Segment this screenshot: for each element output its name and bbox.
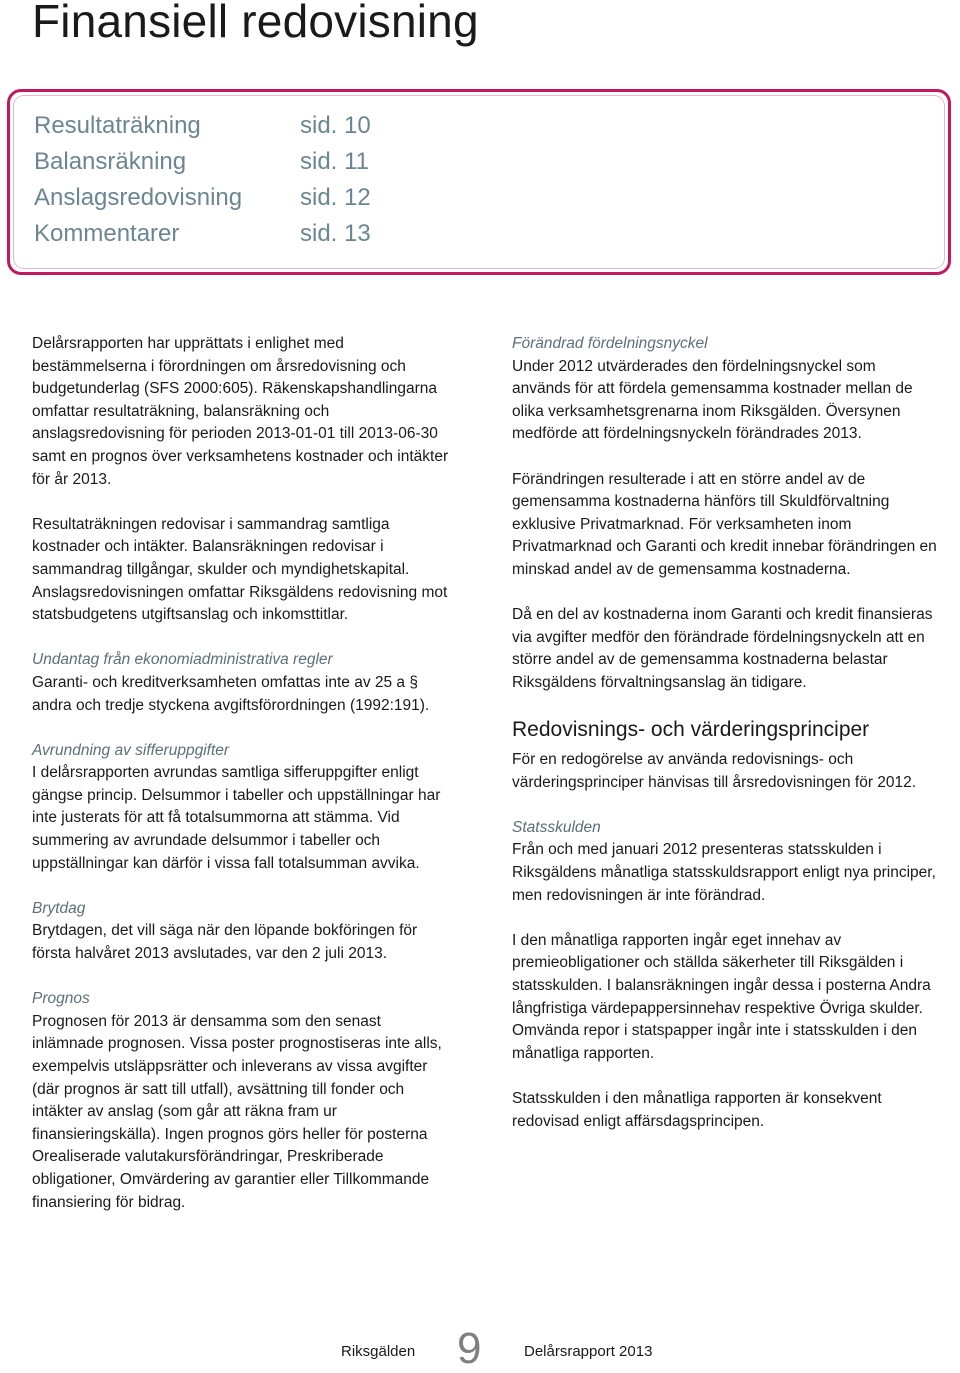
allocation-key-heading: Förändrad fördelningsnyckel xyxy=(512,335,708,352)
central-government-debt-text: Från och med januari 2012 presenteras statsskulden i Riksgäldens månatliga statsskuldsrapport enligt nya principer, men redovisningen är inte förändrad. xyxy=(512,841,936,904)
central-government-debt-heading: Statsskulden xyxy=(512,818,601,836)
footer-organisation: Riksgälden xyxy=(341,1343,416,1360)
intro-paragraph: Delårsrapporten har upprättats i enlighet med bestämmelserna i förordningen om årsredovisning och budgetunderlag (SFS 2000:605). Räkenskapshandlingarna omfattar resultaträkning, balansräkning och anslagsredovisning för perioden 2013-01-01 till 2013-06-30 samt en prognos över verksamhetens kostnader och intäkter för år 2013. xyxy=(32,335,449,488)
table-of-contents xyxy=(7,89,951,275)
page-number: 9 xyxy=(457,1324,482,1373)
guarantee-credit-paragraph: Då en del av kostnaderna inom Garanti och kredit finansieras via avgifter medför den förändrade fördelningsnyckeln att en större andel av de gemensamma kostnaderna belastar Riksgäldens förvaltningsanslag än tidigare. xyxy=(512,606,933,691)
exception-text: Garanti- och kreditverksamheten omfattas inte av 25 a § andra och tredje styckena avgiftsförordningen (1992:191). xyxy=(32,673,430,714)
rounding-text: I delårsrapporten avrundas samtliga sifferuppgifter enligt gängse princip. Delsummor i tabeller och uppställningar har inte justerats för att få totalsummorna att stämma. Vid summering av avrundade delsummor i tabeller och uppställningar kan därför i vissa fall totalsumman avvika. xyxy=(32,764,441,872)
toc-item-page: sid. 10 xyxy=(300,112,371,139)
rounding-heading: Avrundning av sifferuppgifter xyxy=(32,741,230,759)
accounting-principles-heading: Redovisnings- och värderingsprinciper xyxy=(512,718,870,742)
forecast-section xyxy=(32,988,452,1214)
toc-item-label: Anslagsredovisning xyxy=(34,184,243,211)
accounting-principles-text: För en redogörelse av använda redovisnings- och värderingsprinciper hänvisas till årsredovisningen för 2012. xyxy=(512,751,917,791)
page-footer xyxy=(0,1324,960,1373)
right-column xyxy=(512,333,937,1156)
allocation-key-text: Under 2012 utvärderades den fördelningsnyckel som används för att fördela gemensamma kostnader mellan de olika verksamhetsgrenarna inom Riksgälden. Översynen medförde att fördelningsnyckeln förändrades 2013. xyxy=(512,357,913,443)
change-result-paragraph: Förändringen resulterade i att en större andel av de gemensamma kostnaderna hänförs till Skuldförvaltning exklusive Privatmarknad. För verksamheten inom Privatmarknad och Garanti och kredit innebar förändringen en minskad andel av de gemensamma kostnaderna. xyxy=(512,470,937,578)
toc-item-label: Resultaträkning xyxy=(34,112,201,139)
toc-item-page: sid. 12 xyxy=(300,184,371,211)
cutoff-text: Brytdagen, det vill säga när den löpande bokföringen för första halvåret 2013 avslutades, var den 2 juli 2013. xyxy=(32,922,418,963)
statements-paragraph: Resultaträkningen redovisar i sammandrag samtliga kostnader och intäkter. Balansräkningen redovisar i sammandrag tillgångar, skulder och myndighetskapital. Anslagsredovisningen omfattar Riksgäldens redovisning mot statsbudgetens utgiftsanslag och inkomsttitlar. xyxy=(32,515,448,624)
forecast-heading: Prognos xyxy=(32,990,90,1008)
toc-item-label: Balansräkning xyxy=(34,148,187,175)
monthly-report-paragraph: I den månatliga rapporten ingår eget innehav av premieobligationer och ställda säkerheter till Riksgälden i statsskulden. I balansräkningen ingår dessa i posterna Andra långfristiga värdepappersinnehav respektive Övriga skulder. Omvända repor i statspapper ingår inte i statsskulden i den månatliga rapporten. xyxy=(512,931,931,1062)
page-title: Finansiell redovisning xyxy=(32,0,479,47)
exception-heading: Undantag från ekonomiadministrativa regler xyxy=(32,651,333,669)
left-column xyxy=(32,333,452,1237)
toc-item-label: Kommentarer xyxy=(34,220,180,247)
trade-date-paragraph: Statsskulden i den månatliga rapporten är konsekvent redovisad enligt affärsdagsprincipen. xyxy=(512,1090,882,1130)
allocation-key-section xyxy=(512,333,937,446)
toc-item-page: sid. 11 xyxy=(300,148,369,175)
rounding-section xyxy=(32,740,452,876)
central-government-debt-section xyxy=(512,817,937,907)
toc-item-page: sid. 13 xyxy=(300,220,371,247)
cutoff-section xyxy=(32,898,452,966)
exception-section xyxy=(32,649,452,717)
forecast-text: Prognosen för 2013 är densamma som den senast inlämnade prognosen. Vissa poster prognostiseras inte alls, exempelvis utsläppsrätter och inleverans av vissa avgifter (där prognos är satt till utfall), avsättning till fonder och intäkter av anslag (som går att räkna fram ur finansieringskälla). Ingen prognos görs heller för posterna Orealiserade valutakursförändringar, Preskriberade obligationer, Omvärdering av garantier eller Tillkommande finansiering för bidrag. xyxy=(32,1012,442,1211)
footer-report-title: Delårsrapport 2013 xyxy=(524,1343,653,1360)
cutoff-heading: Brytdag xyxy=(32,899,86,917)
